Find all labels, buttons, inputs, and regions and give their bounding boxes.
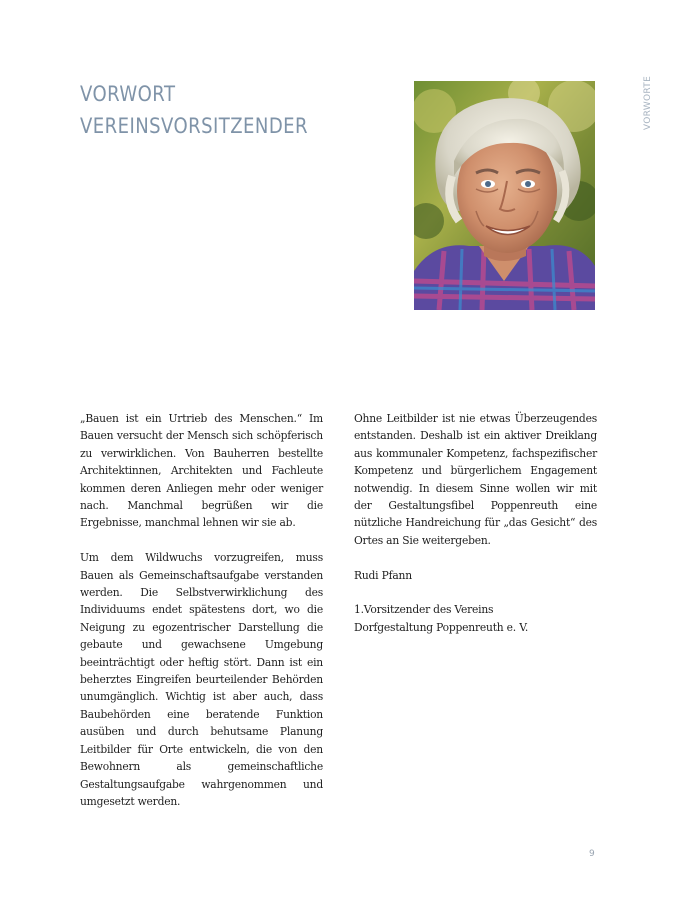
signature-title-line-1: 1.Vorsitzender des Vereins (354, 603, 494, 617)
title-line-2: VEREINSVORSITZENDER (80, 114, 308, 138)
text-column-left (80, 410, 323, 828)
side-section-label: VORWORTE (643, 75, 653, 131)
page-number: 9 (589, 849, 595, 859)
signature-title-line-2: Dorfgestaltung Poppenreuth e. V. (354, 620, 529, 634)
signature-name: Rudi Pfann (354, 568, 412, 582)
title-line-1: VORWORT (80, 82, 176, 106)
chairman-portrait-photo (414, 81, 595, 310)
signature-title (354, 601, 597, 636)
text-column-right (354, 410, 597, 654)
paragraph-guidelines: Ohne Leitbilder ist nie etwas Überzeugendes entstanden. Deshalb ist ein aktiver Dreiklang aus kommunaler Kompetenz, fachspezifischer Kompetenz und bürgerlichem Engagement notwendig. In diesem Sinne wollen wir mit der Gestaltungsfibel Poppenreuth eine nützliche Handreichung für „das Gesicht“ des Ortes an Sie weitergeben. (354, 412, 597, 547)
page-title (80, 78, 308, 142)
paragraph-intro: „Bauen ist ein Urtrieb des Menschen.“ Im Bauen versucht der Mensch sich schöpferisch zu verwirklichen. Von Bauherren bestellte Architektinnen, Architekten und Fachleute kommen deren Anliegen mehr oder weniger nach. Manchmal begrüßen wir die Ergebnisse, manchmal lehnen wir sie ab. (80, 412, 323, 530)
paragraph-community-task: Um dem Wildwuchs vorzugreifen, muss Bauen als Gemeinschaftsaufgabe verstanden werden. Die Selbstverwirklichung des Individuums endet spätestens dort, wo die Neigung zu egozentrischer Darstellung die gebaute und gewachsene Umgebung beeinträchtigt oder heftig stört. Dann ist ein beherztes Eingreifen beurteilender Behörden unumgänglich. Wichtig ist aber auch, dass Baubehörden eine beratende Funktion ausüben und durch behutsame Planung Leitbilder für Orte entwickeln, die von den Bewohnern als gemeinschaftliche Gestaltungsaufgabe wahrgenommen und umgesetzt werden. (80, 551, 323, 808)
